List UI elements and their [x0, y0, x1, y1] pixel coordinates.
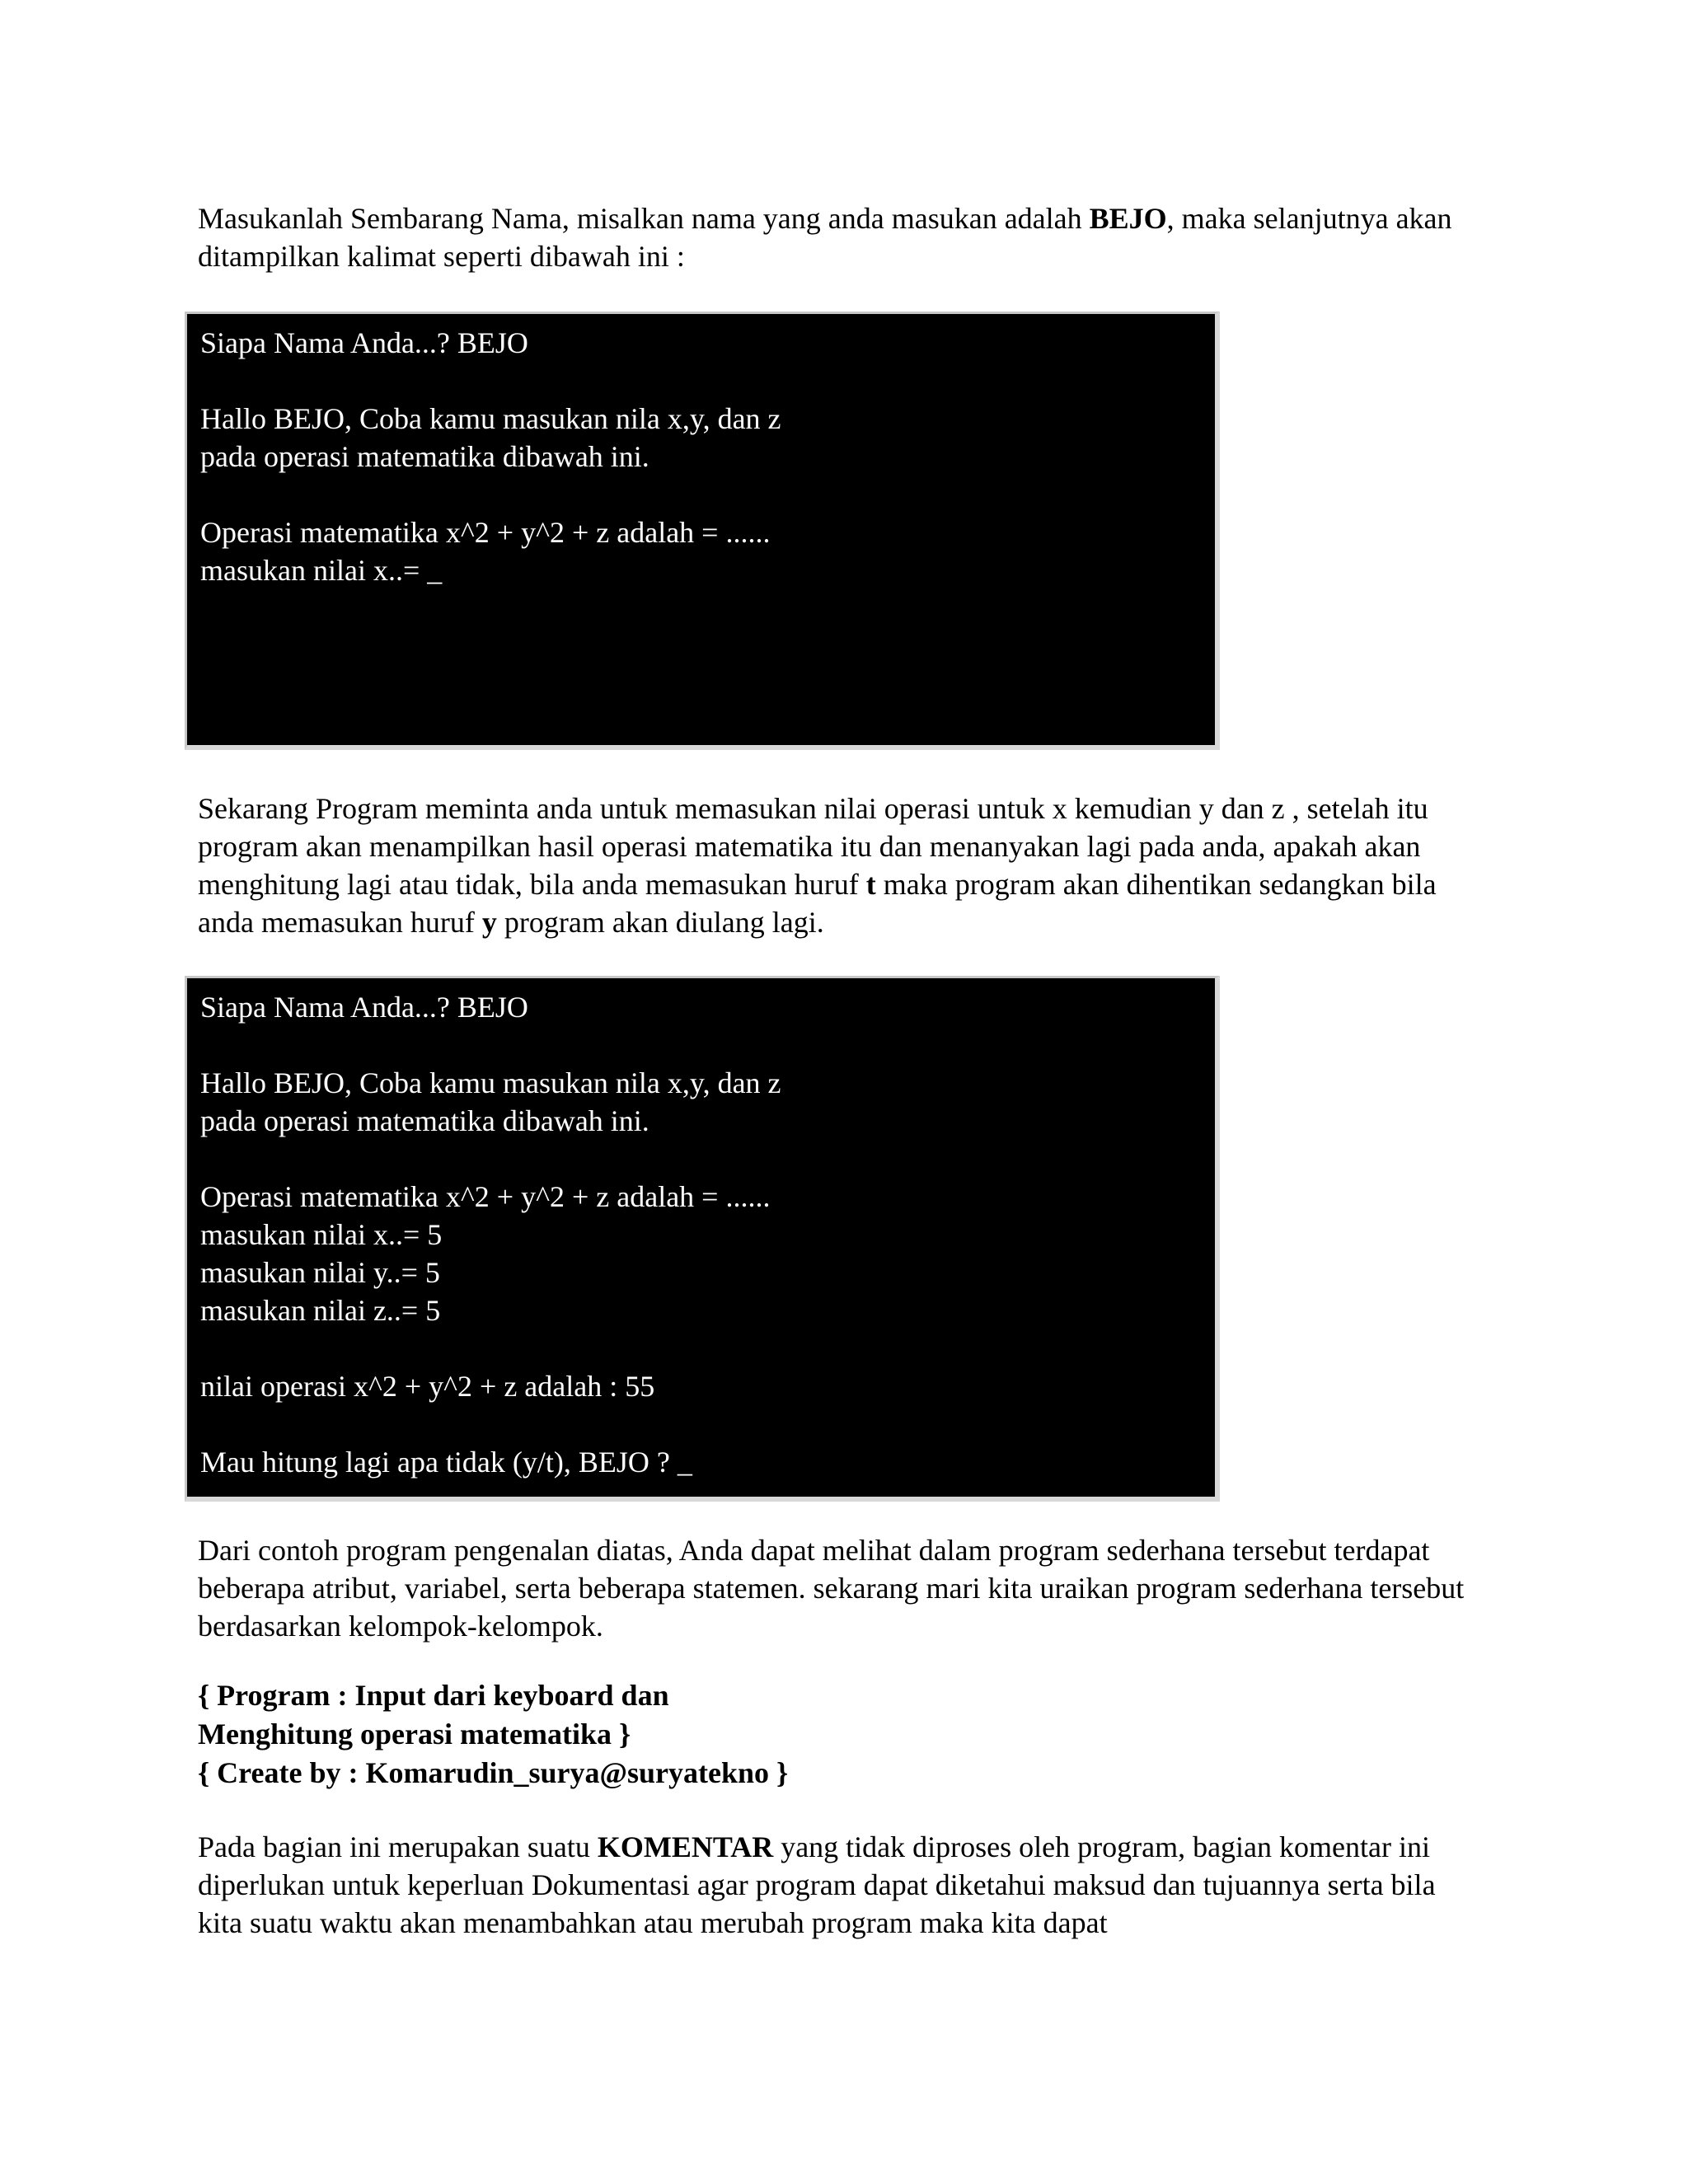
komentar-bold: KOMENTAR	[597, 1830, 774, 1863]
explanation-letter-t: t	[865, 868, 876, 901]
comment-text-pre: Pada bagian ini merupakan suatu	[198, 1830, 598, 1863]
comment-line-3: { Create by : Komarudin_surya@suryatekno }	[198, 1756, 789, 1789]
explanation-text-mid: maka program akan dihentikan sedangkan bila anda memasukan huruf	[198, 868, 1437, 939]
console-output-1	[185, 312, 1220, 750]
intro-paragraph	[198, 199, 1484, 275]
console2-blank-line	[200, 1140, 1202, 1178]
intro-text-pre: Masukanlah Sembarang Nama, misalkan nama yang anda masukan adalah	[198, 202, 1090, 235]
console1-line-name: Siapa Nama Anda...? BEJO	[200, 326, 528, 359]
console1-blank-line	[200, 476, 1202, 513]
console1-blank-line	[200, 362, 1202, 400]
console2-line-repeat-prompt: Mau hitung lagi apa tidak (y/t), BEJO ? _	[200, 1446, 692, 1479]
console-output-2	[185, 976, 1220, 1502]
program-comment-block	[198, 1676, 1484, 1793]
explanation-paragraph	[198, 790, 1484, 941]
console1-line-input-x: masukan nilai x..= _	[200, 554, 443, 587]
console2-line-input-x: masukan nilai x..= 5	[200, 1218, 443, 1251]
console2-line-input-y: masukan nilai y..= 5	[200, 1256, 440, 1289]
console2-line-name: Siapa Nama Anda...? BEJO	[200, 991, 528, 1024]
comment-line-1: { Program : Input dari keyboard dan	[198, 1679, 669, 1712]
console2-blank-line	[200, 1405, 1202, 1443]
intro-name-bold: BEJO	[1089, 202, 1167, 235]
comment-explanation-paragraph	[198, 1828, 1484, 1942]
analysis-paragraph: Dari contoh program pengenalan diatas, Anda dapat melihat dalam program sederhana tersebut terdapat beberapa atribut, variabel, serta beberapa statemen. sekarang mari kita uraikan program sederhana tersebut berdasarkan kelompok-kelompok.	[198, 1534, 1465, 1643]
console2-line-result: nilai operasi x^2 + y^2 + z adalah : 55	[200, 1370, 655, 1403]
comment-line-2: Menghitung operasi matematika }	[198, 1718, 631, 1750]
console2-line-operation: Operasi matematika x^2 + y^2 + z adalah = ......	[200, 1180, 771, 1213]
console1-line-instruction: pada operasi matematika dibawah ini.	[200, 440, 649, 473]
explanation-text-pre: Sekarang Program meminta anda untuk memasukan nilai operasi untuk x kemudian y dan z , setelah itu program akan menampilkan hasil operasi matematika itu dan menanyakan lagi pada anda, apakah akan menghitung lagi atau tidak, bila anda memasukan huruf	[198, 792, 1428, 901]
console1-line-operation: Operasi matematika x^2 + y^2 + z adalah = ......	[200, 516, 771, 549]
explanation-text-post: program akan diulang lagi.	[496, 906, 824, 939]
console1-line-greeting: Hallo BEJO, Coba kamu masukan nila x,y, dan z	[200, 402, 781, 435]
comment-text-post: yang tidak diproses oleh program, bagian komentar ini diperlukan untuk keperluan Dokumentasi agar program dapat diketahui maksud dan tujuannya serta bila kita suatu waktu akan menambahkan atau merubah program maka kita dapat	[198, 1830, 1436, 1939]
console2-blank-line	[200, 1329, 1202, 1367]
console2-line-instruction: pada operasi matematika dibawah ini.	[200, 1104, 649, 1137]
intro-text-post: , maka selanjutnya akan ditampilkan kalimat seperti dibawah ini :	[198, 202, 1452, 273]
console2-line-input-z: masukan nilai z..= 5	[200, 1294, 441, 1327]
console2-blank-line	[200, 1026, 1202, 1064]
explanation-letter-y: y	[481, 906, 497, 939]
console2-line-greeting: Hallo BEJO, Coba kamu masukan nila x,y, dan z	[200, 1066, 781, 1099]
